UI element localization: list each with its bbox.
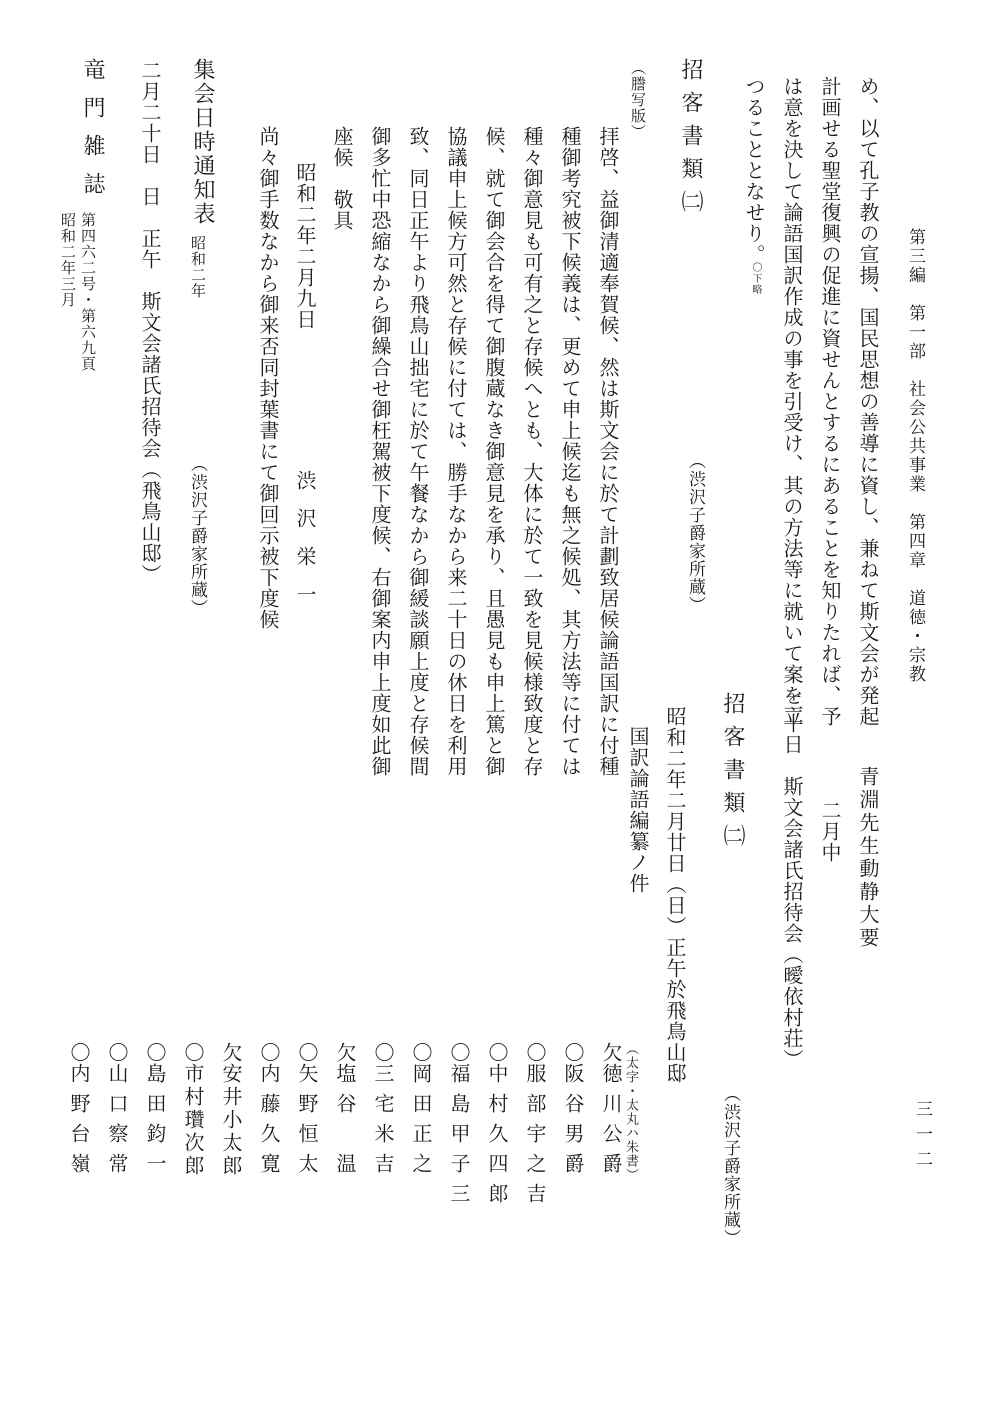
- attendee-mark: 欠: [219, 1042, 243, 1063]
- intro-line-2: 計画せる聖堂復興の促進に資せんとするにあることを知りたれば、予: [818, 76, 842, 727]
- section5-title: 招客書類㈡: [720, 692, 745, 857]
- attendee-name: 山口察常: [105, 1063, 129, 1183]
- section5-source: （渋沢子爵家所蔵）: [720, 1085, 740, 1247]
- attendee-2: [563, 1042, 583, 1183]
- attendee-14: [107, 1042, 127, 1183]
- letter-line-8: 座候 敬具: [330, 126, 354, 231]
- section4-entry: 二十日 斯文会諸氏招待会（曖依村荘）: [780, 692, 804, 1070]
- section4-title: 青淵先生動静大要: [856, 766, 880, 950]
- intro-line-3: は意を決して論語国訳作成の事を引受け、其の方法等に就いて案を立: [780, 76, 804, 727]
- intro-line-1: め、以て孔子教の宣揚、国民思想の善導に資し、兼ねて斯文会が発起: [856, 76, 880, 727]
- attendee-name: 矢野恒太: [295, 1063, 319, 1183]
- attendee-mark: 〇: [523, 1042, 547, 1063]
- attendee-15: [69, 1042, 89, 1183]
- section3-ref-1: 第四六二号・第六九頁: [79, 212, 97, 372]
- attendee-name: 市村瓚次郎: [181, 1063, 205, 1178]
- attendee-name: 徳川公爵: [599, 1063, 623, 1183]
- section2-title: 集会日時通知表: [190, 58, 215, 226]
- attendee-mark: 〇: [447, 1042, 471, 1063]
- attendee-name: 安井小太郎: [219, 1063, 243, 1178]
- section5-annotation: （太字・太丸ハ朱書）: [623, 1042, 638, 1182]
- letter-line-1: 拝啓、益御清適奉賀候、然は斯文会に於て計劃致居候論語国訳に付種: [596, 126, 620, 777]
- attendee-name: 島田鈞一: [143, 1063, 167, 1183]
- attendee-mark: 〇: [371, 1042, 395, 1063]
- attendee-11: [221, 1042, 241, 1178]
- omission-note: 〇下略: [750, 262, 761, 295]
- attendee-5: [449, 1042, 469, 1213]
- attendee-8: [335, 1042, 355, 1183]
- attendee-mark: 欠: [599, 1042, 623, 1063]
- section1-title: 招客書類㈡: [678, 58, 703, 223]
- letter-line-7: 御多忙中恐縮なから御繰合せ御枉駕被下度候、右御案内申上度如此御: [368, 126, 392, 777]
- attendee-mark: 〇: [409, 1042, 433, 1063]
- attendee-mark: 〇: [181, 1042, 205, 1063]
- attendee-name: 福島甲子三: [447, 1063, 471, 1213]
- attendee-name: 服部宇之吉: [523, 1063, 547, 1213]
- attendee-12: [183, 1042, 203, 1178]
- attendee-name: 中村久四郎: [485, 1063, 509, 1213]
- intro-line-4: つることとなせり。: [742, 76, 766, 265]
- attendee-4: [487, 1042, 507, 1213]
- attendee-9: [297, 1042, 317, 1183]
- attendee-10: [259, 1042, 279, 1183]
- attendee-name: 塩谷 温: [333, 1063, 357, 1183]
- section3-ref-2: 昭和二年三月: [59, 212, 77, 308]
- attendee-1: [601, 1042, 621, 1183]
- section2-year: 昭和二年: [189, 235, 207, 299]
- attendee-name: 内野台嶺: [67, 1063, 91, 1183]
- attendee-mark: 〇: [561, 1042, 585, 1063]
- section5-date-line: 昭和二年二月廿日（日）正午於飛鳥山邸: [663, 706, 687, 1084]
- attendee-name: 阪谷男爵: [561, 1063, 585, 1183]
- section2-entry: 二月二十日 日 正午 斯文会諸氏招待会（飛鳥山邸）: [138, 60, 162, 585]
- letter-date: 昭和二年二月九日: [293, 162, 317, 330]
- section2-source: （渋沢子爵家所蔵）: [187, 455, 207, 617]
- attendee-mark: 欠: [333, 1042, 357, 1063]
- page-number: 三一二: [912, 1100, 932, 1175]
- attendee-mark: 〇: [143, 1042, 167, 1063]
- letter-line-5: 協議申上候方可然と存候に付ては、勝手なから来二十日の休日を利用: [444, 126, 468, 777]
- letter-signer: 渋沢栄一: [293, 470, 317, 622]
- attendee-13: [145, 1042, 165, 1183]
- section1-note: （謄写版）: [629, 60, 647, 140]
- attendee-mark: 〇: [257, 1042, 281, 1063]
- attendee-mark: 〇: [105, 1042, 129, 1063]
- letter-postscript: 尚々御手数なから御来否同封葉書にて御回示被下度候: [256, 126, 280, 630]
- section4-month: 二月中: [818, 800, 842, 863]
- section1-source: （渋沢子爵家所蔵）: [685, 452, 705, 614]
- running-head: 第三編 第一部 社会公共事業 第四章 道徳・宗教: [905, 228, 925, 684]
- attendee-6: [411, 1042, 431, 1183]
- section5-subject: 国訳論語編纂ノ件: [626, 726, 650, 894]
- attendee-name: 岡田正之: [409, 1063, 433, 1183]
- letter-line-4: 候、就て御会合を得て御腹蔵なき御意見を承り、且愚見も申上篤と御: [482, 126, 506, 777]
- letter-line-6: 致、同日正午より飛鳥山拙宅に於て午餐なから御緩談願上度と存候間: [406, 126, 430, 777]
- attendee-mark: 〇: [67, 1042, 91, 1063]
- attendee-7: [373, 1042, 393, 1183]
- attendee-mark: 〇: [295, 1042, 319, 1063]
- letter-line-3: 種々御意見も可有之と存候へとも、大体に於て一致を見候様致度と存: [520, 126, 544, 777]
- letter-line-2: 種御考究被下候義は、更めて申上候迄も無之候処、其方法等に付ては: [558, 126, 582, 777]
- attendee-3: [525, 1042, 545, 1213]
- section3-title: 竜門雑誌: [80, 58, 105, 210]
- attendee-mark: 〇: [485, 1042, 509, 1063]
- attendee-name: 三宅米吉: [371, 1063, 395, 1183]
- attendee-name: 内藤久寛: [257, 1063, 281, 1183]
